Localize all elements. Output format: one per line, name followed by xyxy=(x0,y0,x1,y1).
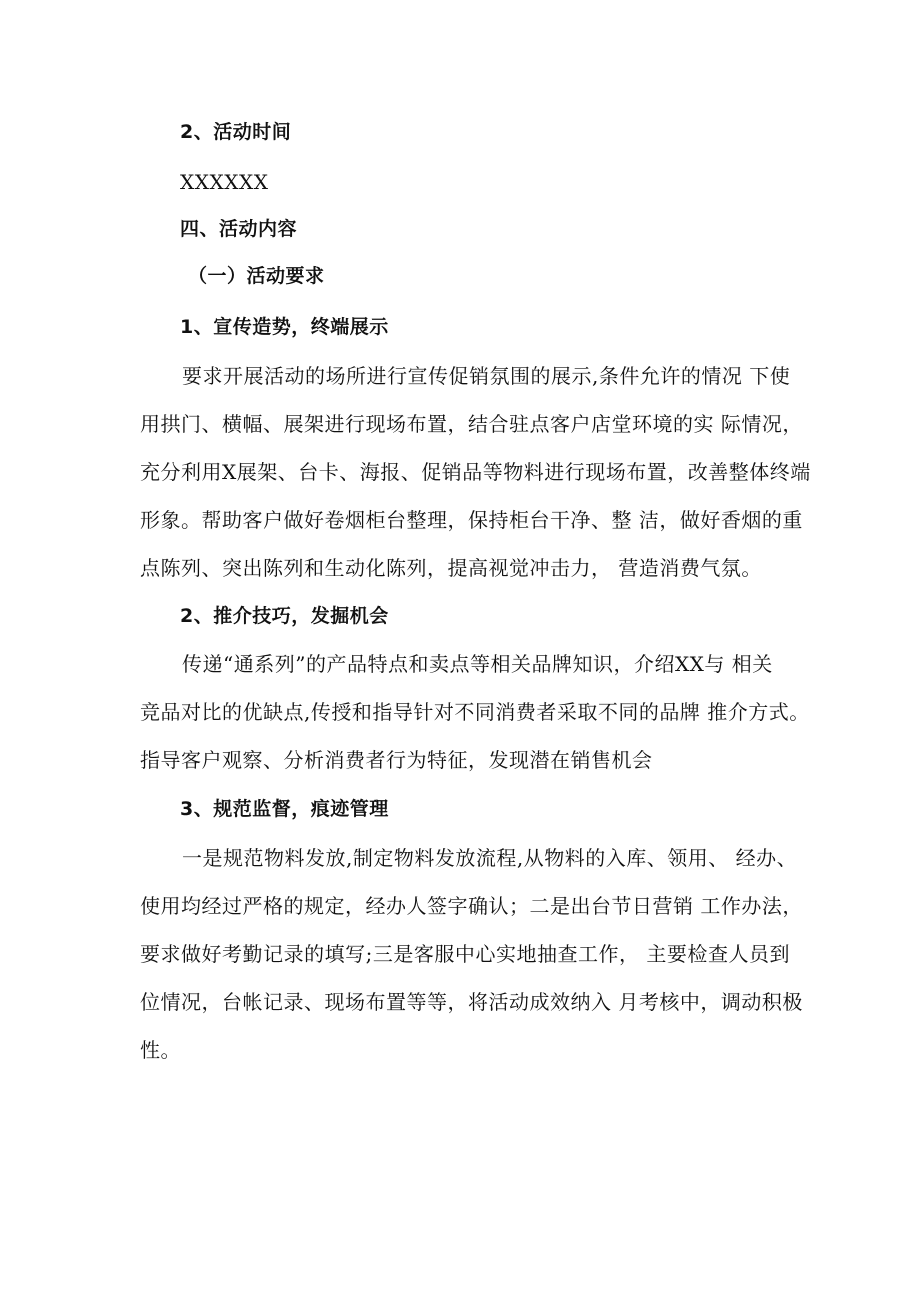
item-2-line-1: 传递“通系列”的产品特点和卖点等相关品牌知识，介绍XX与 相关 xyxy=(182,652,773,676)
section-heading-activity-content: 四、活动内容 xyxy=(180,218,298,240)
item-1-line-1: 要求开展活动的场所进行宣传促销氛围的展示,条件允许的情况 下使 xyxy=(182,364,791,388)
item-3-line-2: 使用均经过严格的规定，经办人签字确认；二是出台节日营销 工作办法， xyxy=(140,894,803,918)
activity-time-value: XXXXXX xyxy=(180,170,269,194)
section-heading-activity-time: 2、活动时间 xyxy=(180,121,292,143)
sub-heading-activity-requirements: （一）活动要求 xyxy=(188,265,325,287)
item-2-heading: 2、推介技巧，发掘机会 xyxy=(180,605,389,627)
item-3-line-1: 一是规范物料发放,制定物料发放流程,从物料的入库、领用、 经办、 xyxy=(182,846,798,870)
item-3-line-3: 要求做好考勤记录的填写;三是客服中心实地抽查工作， 主要检查人员到 xyxy=(140,942,790,966)
item-3-line-5: 性。 xyxy=(140,1038,181,1062)
item-1-line-4: 形象。帮助客户做好卷烟柜台整理，保持柜台干净、整 洁，做好香烟的重 xyxy=(140,508,803,532)
item-1-line-3: 充分利用X展架、台卡、海报、促销品等物料进行现场布置，改善整体终端 xyxy=(140,460,811,484)
item-1-line-5: 点陈列、突出陈列和生动化陈列，提高视觉冲击力， 营造消费气氛。 xyxy=(140,556,762,580)
item-2-line-2: 竞品对比的优缺点,传授和指导针对不同消费者采取不同的品牌 推介方式。 xyxy=(140,700,810,724)
item-1-heading: 1、宣传造势，终端展示 xyxy=(180,316,389,338)
item-2-line-3: 指导客户观察、分析消费者行为特征，发现潜在销售机会 xyxy=(140,748,653,772)
item-3-heading: 3、规范监督，痕迹管理 xyxy=(180,798,389,820)
item-1-line-2: 用拱门、横幅、展架进行现场布置，结合驻点客户店堂环境的实 际情况， xyxy=(140,412,803,436)
item-3-line-4: 位情况，台帐记录、现场布置等等，将活动成效纳入 月考核中，调动积极 xyxy=(140,990,803,1014)
